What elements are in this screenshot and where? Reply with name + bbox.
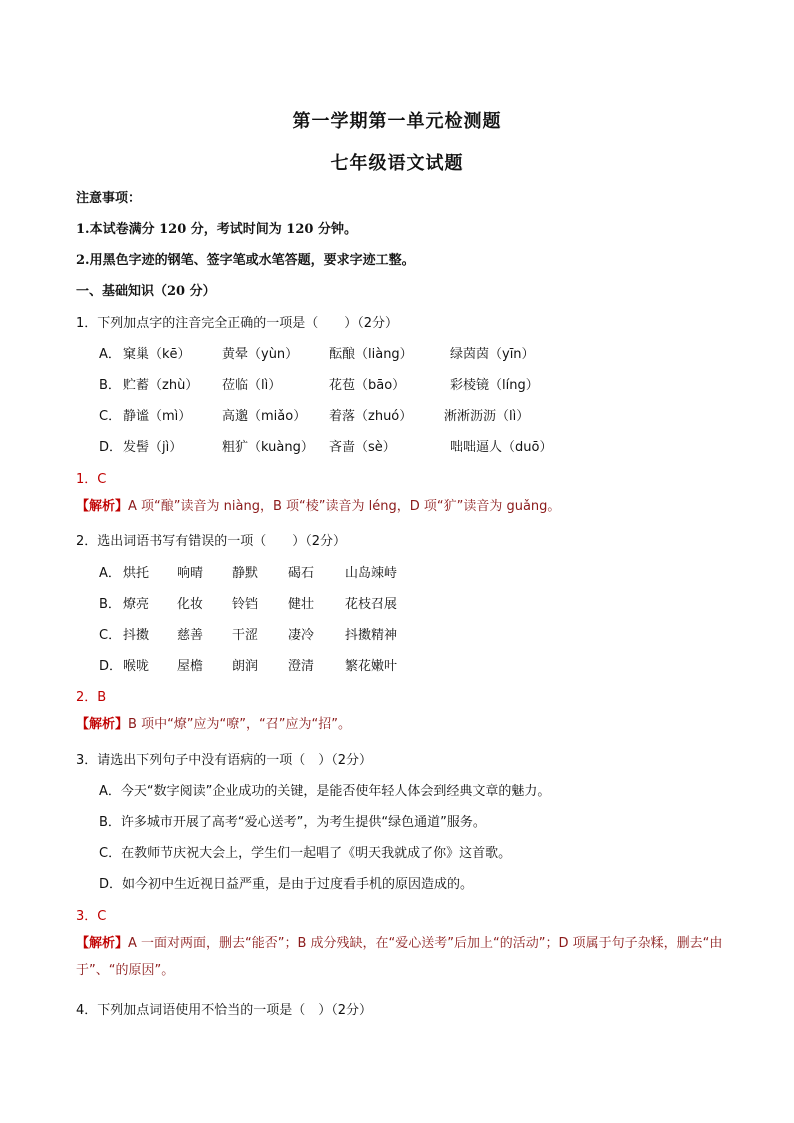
- option-word: 繁花嫩叶: [345, 659, 398, 674]
- analysis-tag: 【解析】: [76, 936, 129, 951]
- q2-stem: 2．选出词语书写有错误的一项（ ）（2分）: [76, 534, 347, 549]
- q3-stem: 3．请选出下列句子中没有语病的一项（ ）（2分）: [76, 753, 373, 768]
- option-word: 淅淅沥沥（lì）: [444, 409, 530, 424]
- analysis-tag: 【解析】: [76, 499, 129, 514]
- q3-analysis: [76, 930, 736, 984]
- option-word: 山岛竦峙: [345, 566, 398, 581]
- option-label: C．: [99, 409, 122, 424]
- option-word: 澄清: [288, 659, 315, 674]
- option-word: 化妆: [177, 597, 204, 612]
- option-word: 烘托: [123, 566, 150, 581]
- option-word: 燎亮: [123, 597, 150, 612]
- exam-title: 第一学期第一单元检测题: [292, 111, 502, 132]
- option-word: 高邈（miǎo）: [222, 409, 307, 424]
- option-word: 静默: [232, 566, 259, 581]
- option-word: 窠巢（kē）: [123, 347, 191, 362]
- option-word: 响晴: [177, 566, 204, 581]
- option-label: A．: [99, 347, 121, 362]
- q3-answer: 3．C: [76, 909, 107, 924]
- option-word: 慈善: [177, 628, 204, 643]
- option-word: 黄晕（yùn）: [222, 347, 299, 362]
- option-label: C．: [99, 628, 122, 643]
- q3-option-c: C．在教师节庆祝大会上，学生们一起唱了《明天我就成了你》这首歌。: [99, 846, 512, 861]
- exam-subtitle: 七年级语文试题: [330, 153, 464, 174]
- option-word: 吝啬（sè）: [329, 440, 396, 455]
- q1-answer: 1．C: [76, 472, 107, 487]
- q1-analysis: [76, 493, 736, 520]
- option-word: 静谧（mì）: [123, 409, 192, 424]
- q4-stem: 4．下列加点词语使用不恰当的一项是（ ）（2分）: [76, 1003, 373, 1018]
- option-word: 屋檐: [177, 659, 204, 674]
- option-word: 抖擞精神: [345, 628, 398, 643]
- option-word: 着落（zhuó）: [329, 409, 413, 424]
- option-word: 莅临（lì）: [222, 378, 282, 393]
- option-word: 健壮: [288, 597, 315, 612]
- analysis-text: A 一面对两面，删去“能否”；B 成分残缺，在“爱心送考”后加上“的活动”；D 项属于句子杂糅，删去“由于”、“的原因”。: [76, 936, 723, 978]
- option-word: 朗润: [232, 659, 259, 674]
- notice-heading: 注意事项：: [76, 191, 142, 206]
- option-word: 花苞（bāo）: [329, 378, 406, 393]
- q3-option-b: B．许多城市开展了高考“爱心送考”，为考生提供“绿色通道”服务。: [99, 815, 486, 830]
- analysis-text: A 项“酿”读音为 niàng，B 项“棱”读音为 léng，D 项“犷”读音为 guǎng。: [128, 499, 561, 514]
- option-word: 彩棱镜（líng）: [450, 378, 539, 393]
- option-word: 凄冷: [288, 628, 315, 643]
- option-word: 花枝召展: [345, 597, 398, 612]
- q3-option-a: A．今天“数字阅读”企业成功的关键，是能否使年轻人体会到经典文章的魅力。: [99, 784, 551, 799]
- option-word: 贮蓄（zhù）: [123, 378, 199, 393]
- option-word: 粗犷（kuàng）: [222, 440, 314, 455]
- q1-stem: 1．下列加点字的注音完全正确的一项是（ ）（2分）: [76, 316, 399, 331]
- option-label: B．: [99, 597, 121, 612]
- option-word: 酝酿（liàng）: [329, 347, 413, 362]
- option-word: 咄咄逼人（duō）: [450, 440, 553, 455]
- q2-answer: 2．B: [76, 690, 107, 705]
- analysis-tag: 【解析】: [76, 717, 129, 732]
- option-word: 发髻（jì）: [123, 440, 183, 455]
- option-word: 喉咙: [123, 659, 150, 674]
- option-word: 碣石: [288, 566, 315, 581]
- option-label: B．: [99, 378, 121, 393]
- option-word: 干涩: [232, 628, 259, 643]
- notice-item-1: 1.本试卷满分 120 分，考试时间为 120 分钟。: [76, 222, 357, 237]
- option-word: 绿茵茵（yīn）: [450, 347, 535, 362]
- option-word: 抖擞: [123, 628, 150, 643]
- notice-item-2: 2.用黑色字迹的钢笔、签字笔或水笔答题，要求字迹工整。: [76, 253, 415, 268]
- option-label: D．: [99, 659, 123, 674]
- option-label: D．: [99, 440, 123, 455]
- section-heading: 一、基础知识（20 分）: [76, 284, 216, 299]
- option-label: A．: [99, 566, 121, 581]
- option-word: 铃铛: [232, 597, 259, 612]
- q3-option-d: D．如今初中生近视日益严重，是由于过度看手机的原因造成的。: [99, 877, 474, 892]
- q2-analysis: [76, 711, 736, 738]
- analysis-text: B 项中“燎”应为“嘹”，“召”应为“招”。: [128, 717, 351, 732]
